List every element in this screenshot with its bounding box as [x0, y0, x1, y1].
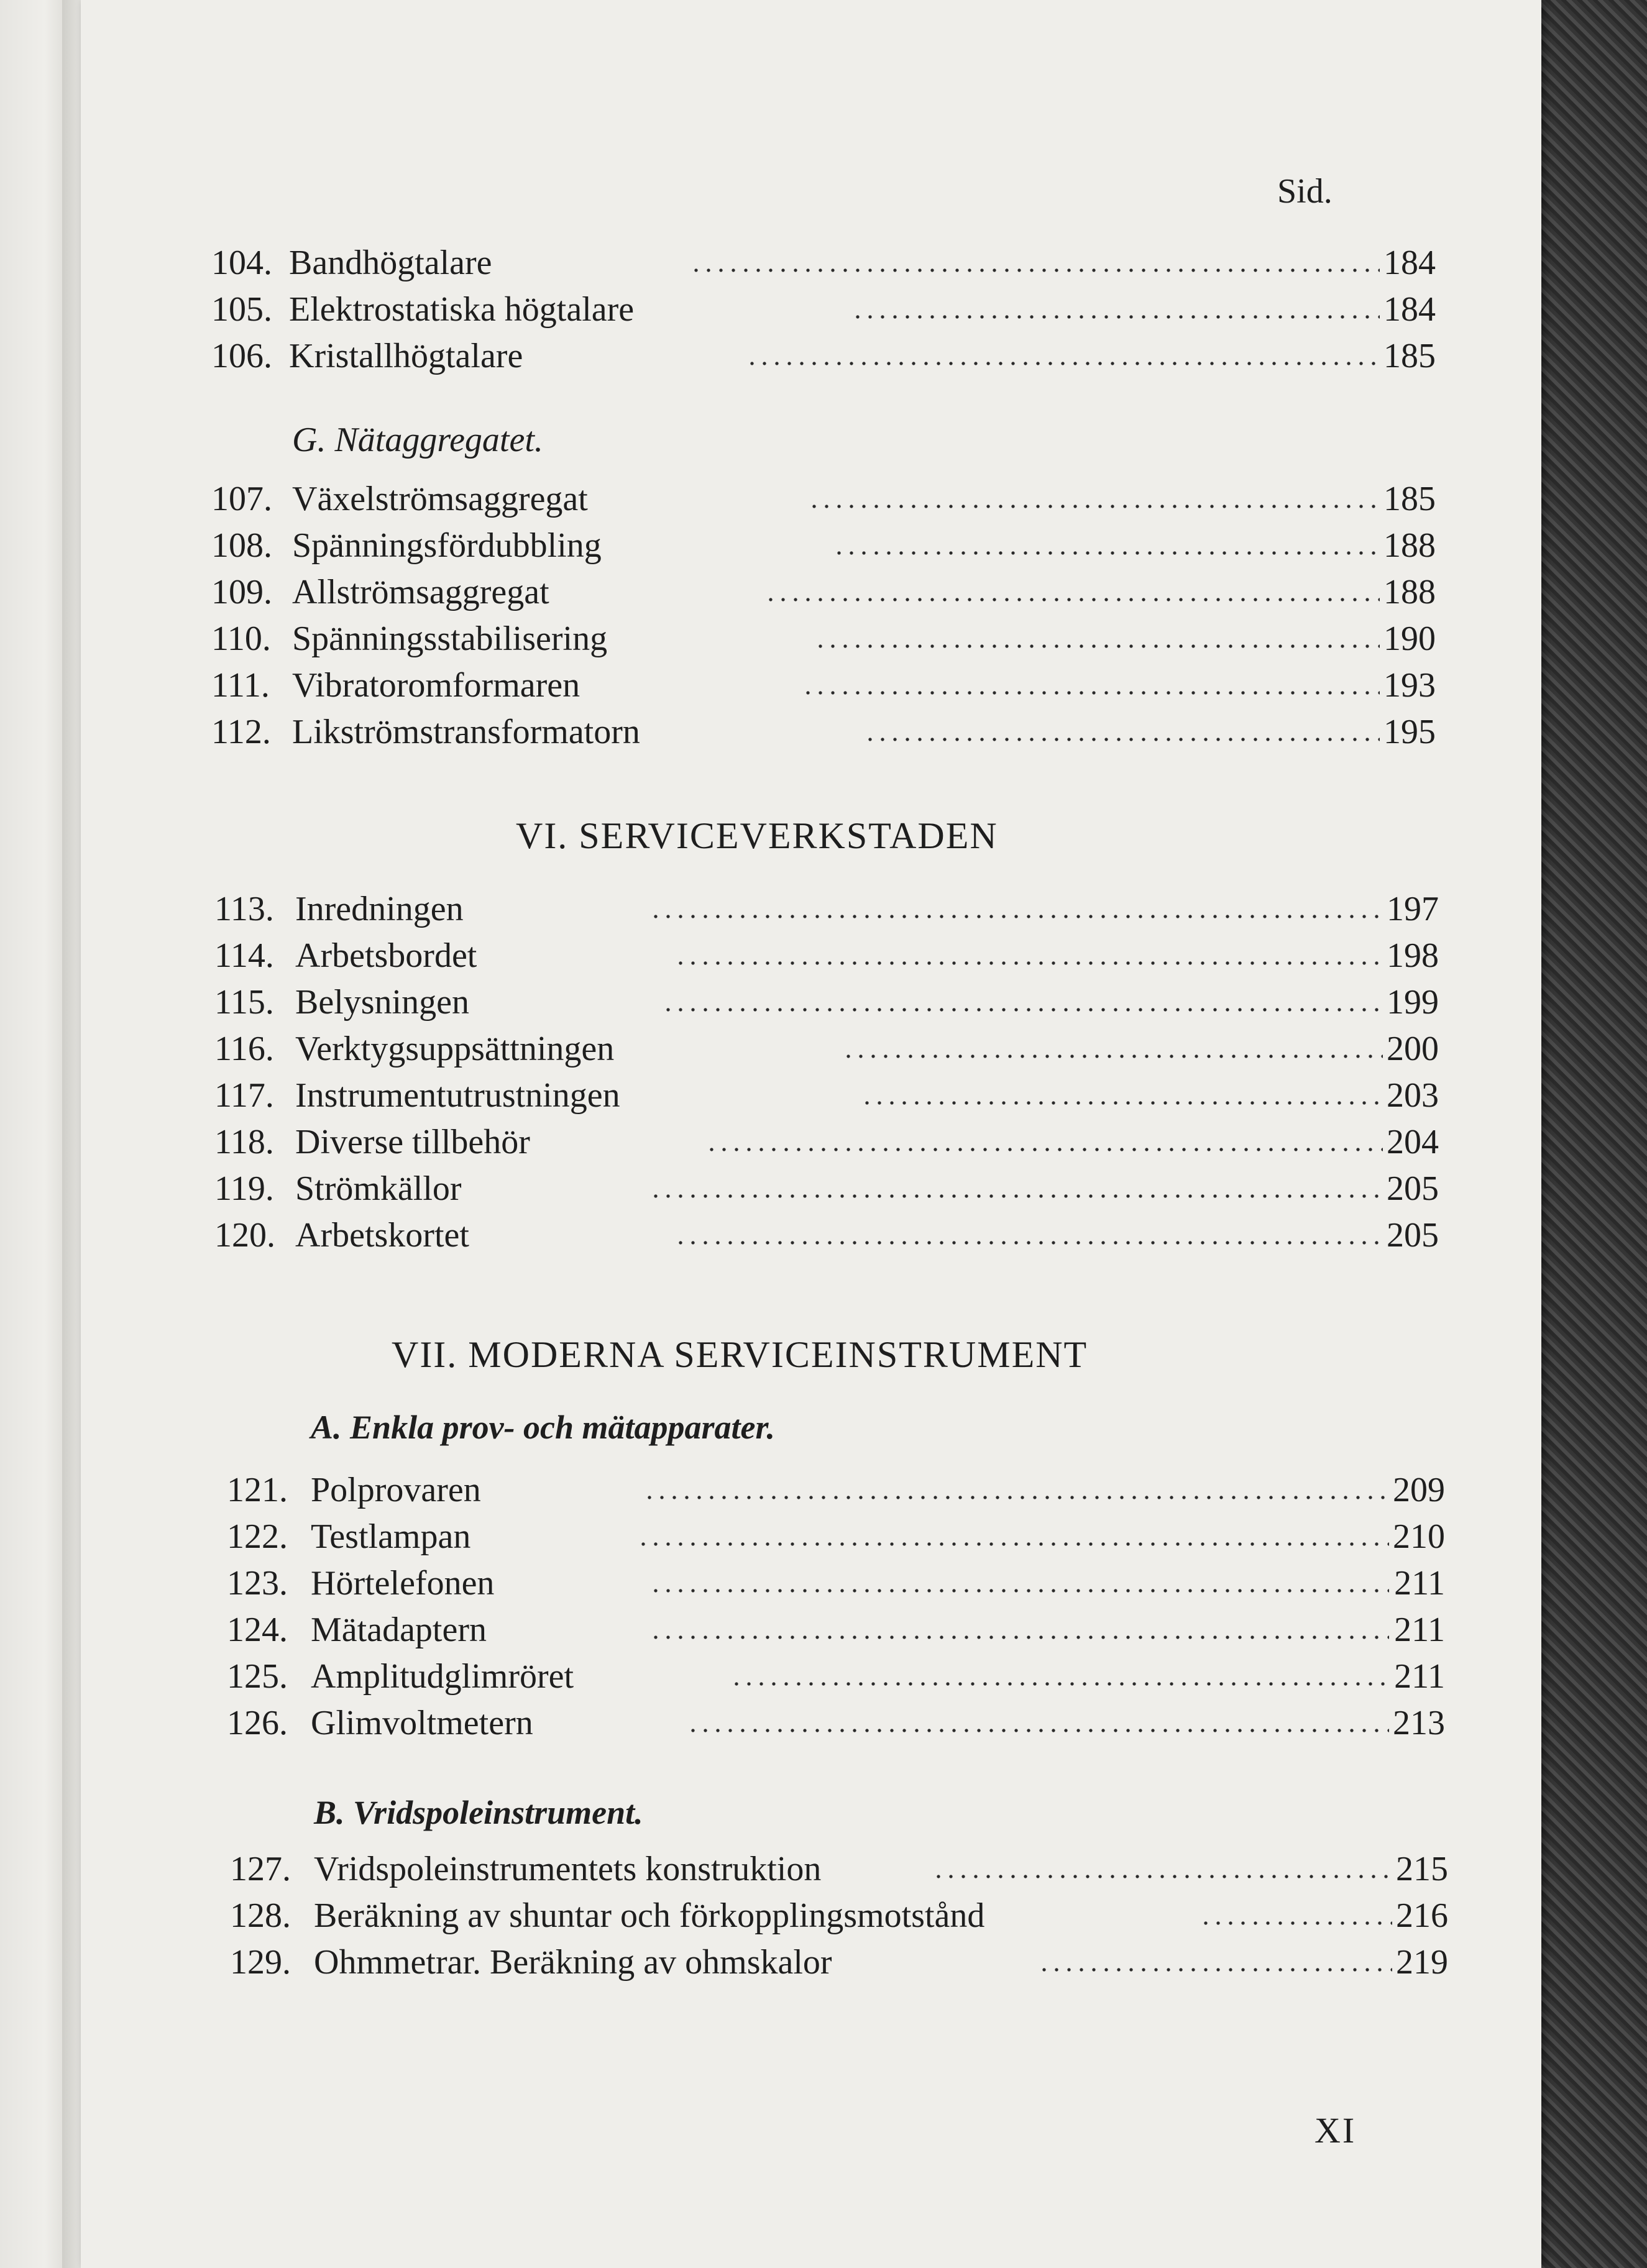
toc-entry [214, 1218, 1451, 1255]
entry-number: 108. [211, 526, 272, 565]
entry-number: 129. [230, 1943, 291, 1982]
leader-dots [649, 914, 1383, 919]
leader-dots [851, 314, 1380, 319]
entry-title: Elektrostatiska högtalare [289, 290, 635, 329]
leader-dots [842, 1054, 1383, 1059]
entry-title: Växelströmsaggregat [292, 480, 588, 518]
entry-number: 104. [211, 244, 272, 282]
entry-number: 109. [211, 573, 272, 611]
entry-page: 200 [1387, 1030, 1439, 1068]
leader-dots [861, 1100, 1383, 1105]
toc-entry [230, 1852, 1467, 1889]
subsection-heading: G. Nätaggregatet. [292, 421, 543, 459]
toc-entry [211, 668, 1448, 705]
chapter-heading: VI. SERVICEVERKSTADEN [516, 815, 998, 856]
entry-title: Vibratoromformaren [292, 666, 580, 705]
entry-number: 116. [214, 1030, 274, 1068]
page-number: XI [1314, 2110, 1357, 2151]
entry-page: 184 [1383, 290, 1436, 329]
leader-dots [674, 1240, 1383, 1245]
entry-title: Arbetskortet [295, 1216, 469, 1255]
entry-title: Glimvoltmetern [311, 1704, 533, 1742]
leader-dots [705, 1147, 1383, 1152]
leader-dots [690, 268, 1380, 273]
leader-dots [643, 1495, 1389, 1500]
entry-number: 125. [227, 1657, 288, 1696]
entry-page: 205 [1387, 1216, 1439, 1255]
toc-entry [227, 1612, 1464, 1650]
leader-dots [637, 1542, 1389, 1547]
leader-dots [814, 644, 1380, 649]
entry-number: 121. [227, 1471, 288, 1509]
toc-entry [227, 1706, 1464, 1743]
entry-page: 210 [1393, 1517, 1445, 1556]
entry-number: 112. [211, 713, 271, 751]
entry-page: 219 [1396, 1943, 1448, 1982]
entry-number: 105. [211, 290, 272, 329]
leader-dots [674, 961, 1383, 966]
toc-entry [211, 339, 1448, 376]
entry-page: 216 [1396, 1896, 1448, 1935]
entry-title: Vridspoleinstrumentets konstruktion [314, 1850, 822, 1888]
entry-title: Testlampan [311, 1517, 471, 1556]
leader-dots [764, 597, 1380, 602]
entry-number: 128. [230, 1896, 291, 1935]
toc-entry [211, 575, 1448, 612]
entry-number: 126. [227, 1704, 288, 1742]
entry-number: 110. [211, 620, 271, 658]
entry-number: 120. [214, 1216, 275, 1255]
toc-entry [211, 292, 1448, 329]
entry-page: 215 [1396, 1850, 1448, 1888]
chapter-heading: VII. MODERNA SERVICEINSTRUMENT [392, 1334, 1088, 1375]
entry-title: Allströmsaggregat [292, 573, 549, 611]
entry-title: Hörtelefonen [311, 1564, 495, 1603]
entry-page: 213 [1393, 1704, 1445, 1742]
entry-title: Spänningsstabilisering [292, 620, 608, 658]
entry-title: Instrumentutrustningen [295, 1076, 620, 1115]
entry-page: 211 [1394, 1657, 1445, 1696]
entry-page: 185 [1383, 480, 1436, 518]
toc-entry [214, 1031, 1451, 1069]
entry-title: Diverse tillbehör [295, 1123, 530, 1161]
leader-dots [802, 690, 1380, 695]
entry-title: Strömkällor [295, 1169, 462, 1208]
toc-entry [214, 1171, 1451, 1209]
entry-title: Verktygsuppsättningen [295, 1030, 615, 1068]
entry-page: 211 [1394, 1564, 1445, 1603]
toc-entry [214, 1125, 1451, 1162]
toc-entry [211, 715, 1448, 752]
leader-dots [1200, 1921, 1392, 1926]
entry-title: Beräkning av shuntar och förkopplingsmotstånd [314, 1896, 985, 1935]
toc-entry [211, 621, 1448, 659]
entry-number: 124. [227, 1611, 288, 1649]
entry-title: Kristallhögtalare [289, 337, 523, 375]
entry-page: 198 [1387, 936, 1439, 975]
toc-entry [230, 1898, 1467, 1936]
subsection-heading: B. Vridspoleinstrument. [314, 1794, 643, 1831]
entry-number: 114. [214, 936, 274, 975]
leader-dots [687, 1728, 1389, 1733]
entry-page: 209 [1393, 1471, 1445, 1509]
subsection-heading: A. Enkla prov- och mätapparater. [311, 1409, 776, 1446]
book-page [81, 0, 1541, 2268]
toc-entry [227, 1566, 1464, 1603]
entry-page: 190 [1383, 620, 1436, 658]
leader-dots [649, 1588, 1389, 1593]
toc-entry [211, 482, 1448, 519]
entry-title: Mätadaptern [311, 1611, 487, 1649]
entry-number: 113. [214, 890, 274, 928]
sid-label: Sid. [1277, 172, 1333, 211]
entry-number: 118. [214, 1123, 274, 1161]
leader-dots [649, 1635, 1389, 1640]
toc-entry [211, 245, 1448, 283]
entry-number: 127. [230, 1850, 291, 1888]
entry-title: Arbetsbordet [295, 936, 477, 975]
toc-entry [214, 892, 1451, 929]
leader-dots [833, 551, 1380, 556]
toc-entry [227, 1519, 1464, 1557]
leader-dots [649, 1194, 1383, 1199]
entry-number: 106. [211, 337, 272, 375]
toc-entry [214, 938, 1451, 976]
leader-dots [864, 737, 1380, 742]
toc-entry [214, 985, 1451, 1022]
entry-page: 204 [1387, 1123, 1439, 1161]
entry-page: 184 [1383, 244, 1436, 282]
toc-entry [227, 1659, 1464, 1696]
entry-page: 193 [1383, 666, 1436, 705]
toc-entry [211, 528, 1448, 565]
leader-dots [808, 504, 1380, 509]
entry-number: 122. [227, 1517, 288, 1556]
entry-title: Bandhögtalare [289, 244, 492, 282]
entry-title: Inredningen [295, 890, 464, 928]
entry-title: Belysningen [295, 983, 469, 1022]
entry-page: 203 [1387, 1076, 1439, 1115]
background-surface [1535, 0, 1647, 2268]
entry-title: Likströmstransformatorn [292, 713, 640, 751]
entry-page: 199 [1387, 983, 1439, 1022]
entry-number: 111. [211, 666, 270, 705]
entry-number: 115. [214, 983, 274, 1022]
entry-number: 107. [211, 480, 272, 518]
leader-dots [932, 1874, 1392, 1879]
leader-dots [746, 361, 1380, 366]
entry-page: 195 [1383, 713, 1436, 751]
leader-dots [730, 1681, 1389, 1686]
toc-entry [227, 1473, 1464, 1510]
entry-page: 211 [1394, 1611, 1445, 1649]
toc-entry [230, 1945, 1467, 1982]
toc-entry [214, 1078, 1451, 1115]
entry-page: 188 [1383, 526, 1436, 565]
entry-number: 123. [227, 1564, 288, 1603]
entry-title: Ohmmetrar. Beräkning av ohmskalor [314, 1943, 832, 1982]
entry-page: 185 [1383, 337, 1436, 375]
entry-page: 205 [1387, 1169, 1439, 1208]
leader-dots [1038, 1967, 1392, 1972]
leader-dots [662, 1007, 1383, 1012]
entry-title: Spänningsfördubbling [292, 526, 602, 565]
entry-number: 117. [214, 1076, 274, 1115]
entry-number: 119. [214, 1169, 274, 1208]
entry-title: Polprovaren [311, 1471, 481, 1509]
entry-page: 188 [1383, 573, 1436, 611]
entry-page: 197 [1387, 890, 1439, 928]
entry-title: Amplitudglimröret [311, 1657, 574, 1696]
